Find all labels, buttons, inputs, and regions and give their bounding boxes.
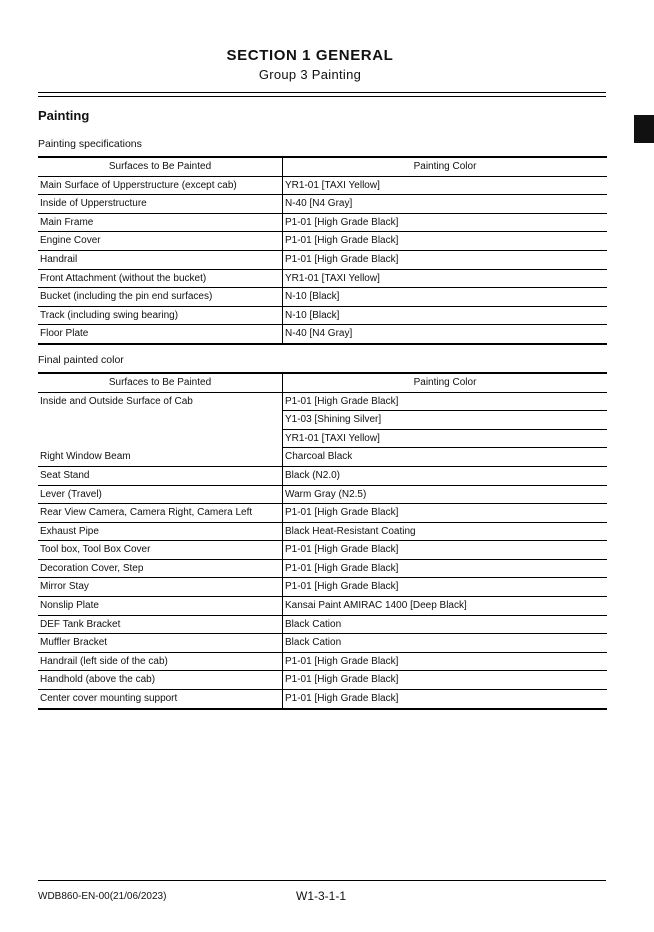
table-header-row [38,373,607,392]
table-row [38,466,607,485]
footer-doc-code: WDB860-EN-00(21/06/2023) [38,891,167,902]
surface-cell: Bucket (including the pin end surfaces) [38,288,283,307]
footer-page-number: W1-3-1-1 [296,889,347,903]
surface-cell: Exhaust Pipe [38,522,283,541]
color-cell: N-10 [Black] [283,288,608,307]
color-cell: P1-01 [High Grade Black] [283,541,608,560]
color-cell: P1-01 [High Grade Black] [283,213,608,232]
surface-cell: Rear View Camera, Camera Right, Camera Left [38,504,283,523]
surface-cell: Handrail (left side of the cab) [38,652,283,671]
surface-cell: Inside and Outside Surface of Cab [38,392,283,448]
table-row [38,671,607,690]
color-cell: P1-01 [High Grade Black] [283,232,608,251]
table-row [38,288,607,307]
final-color-table [38,372,607,710]
surface-cell: Engine Cover [38,232,283,251]
color-cell: P1-01 [High Grade Black] [283,504,608,523]
table-row [38,522,607,541]
table-row [38,615,607,634]
spec-table-caption: Painting specifications [38,138,142,150]
table-row [38,250,607,269]
surface-cell: Muffler Bracket [38,634,283,653]
table-row [38,559,607,578]
table-row [38,597,607,616]
color-cell: Warm Gray (N2.5) [283,485,608,504]
page-heading: Painting [38,108,90,123]
table-row [38,690,607,709]
table-row [38,306,607,325]
color-cell: P1-01 [High Grade Black] [283,578,608,597]
table-row [38,195,607,214]
surface-cell: Right Window Beam [38,448,283,467]
table-row [38,504,607,523]
surface-cell: Main Frame [38,213,283,232]
column-header-surface: Surfaces to Be Painted [38,157,283,176]
table-row [38,325,607,344]
surface-cell: Mirror Stay [38,578,283,597]
color-cell: YR1-01 [TAXI Yellow] [283,429,608,448]
footer-divider [38,880,606,881]
surface-cell: Main Surface of Upperstructure (except cab) [38,176,283,195]
section-title: SECTION 1 GENERAL [226,47,394,64]
table-row [38,541,607,560]
page-header [0,46,620,84]
color-cell: P1-01 [High Grade Black] [283,652,608,671]
color-cell: P1-01 [High Grade Black] [283,559,608,578]
table-row [38,176,607,195]
table-header-row [38,157,607,176]
main-content [38,107,607,710]
table-row [38,213,607,232]
color-cell: YR1-01 [TAXI Yellow] [283,269,608,288]
column-header-color: Painting Color [283,157,608,176]
column-header-color: Painting Color [283,373,608,392]
group-title: Group 3 Painting [258,67,362,82]
color-cell: Kansai Paint AMIRAC 1400 [Deep Black] [283,597,608,616]
color-cell: Black (N2.0) [283,466,608,485]
section-tab-marker [634,115,654,143]
column-header-surface: Surfaces to Be Painted [38,373,283,392]
table-row [38,269,607,288]
surface-cell: Tool box, Tool Box Cover [38,541,283,560]
table-row [38,578,607,597]
table-row [38,485,607,504]
surface-cell: Center cover mounting support [38,690,283,709]
color-cell: P1-01 [High Grade Black] [283,671,608,690]
surface-cell: Inside of Upperstructure [38,195,283,214]
table-row [38,232,607,251]
surface-cell: Lever (Travel) [38,485,283,504]
table-row [38,634,607,653]
surface-cell: Seat Stand [38,466,283,485]
table-row [38,652,607,671]
color-cell: YR1-01 [TAXI Yellow] [283,176,608,195]
color-cell: P1-01 [High Grade Black] [283,250,608,269]
color-cell: P1-01 [High Grade Black] [283,392,608,411]
surface-cell: Floor Plate [38,325,283,344]
surface-cell: DEF Tank Bracket [38,615,283,634]
header-divider [38,92,606,97]
color-cell: N-40 [N4 Gray] [283,195,608,214]
color-cell: Charcoal Black [283,448,608,467]
color-cell: Y1-03 [Shining Silver] [283,411,608,430]
color-cell: Black Cation [283,634,608,653]
table-row [38,392,607,411]
color-cell: Black Heat-Resistant Coating [283,522,608,541]
color-cell: N-10 [Black] [283,306,608,325]
table-row [38,448,607,467]
surface-cell: Front Attachment (without the bucket) [38,269,283,288]
color-cell: Black Cation [283,615,608,634]
color-cell: N-40 [N4 Gray] [283,325,608,344]
surface-cell: Decoration Cover, Step [38,559,283,578]
surface-cell: Handhold (above the cab) [38,671,283,690]
painting-spec-table [38,156,607,345]
final-table-caption: Final painted color [38,353,124,366]
color-cell: P1-01 [High Grade Black] [283,690,608,709]
surface-cell: Handrail [38,250,283,269]
surface-cell: Track (including swing bearing) [38,306,283,325]
surface-cell: Nonslip Plate [38,597,283,616]
